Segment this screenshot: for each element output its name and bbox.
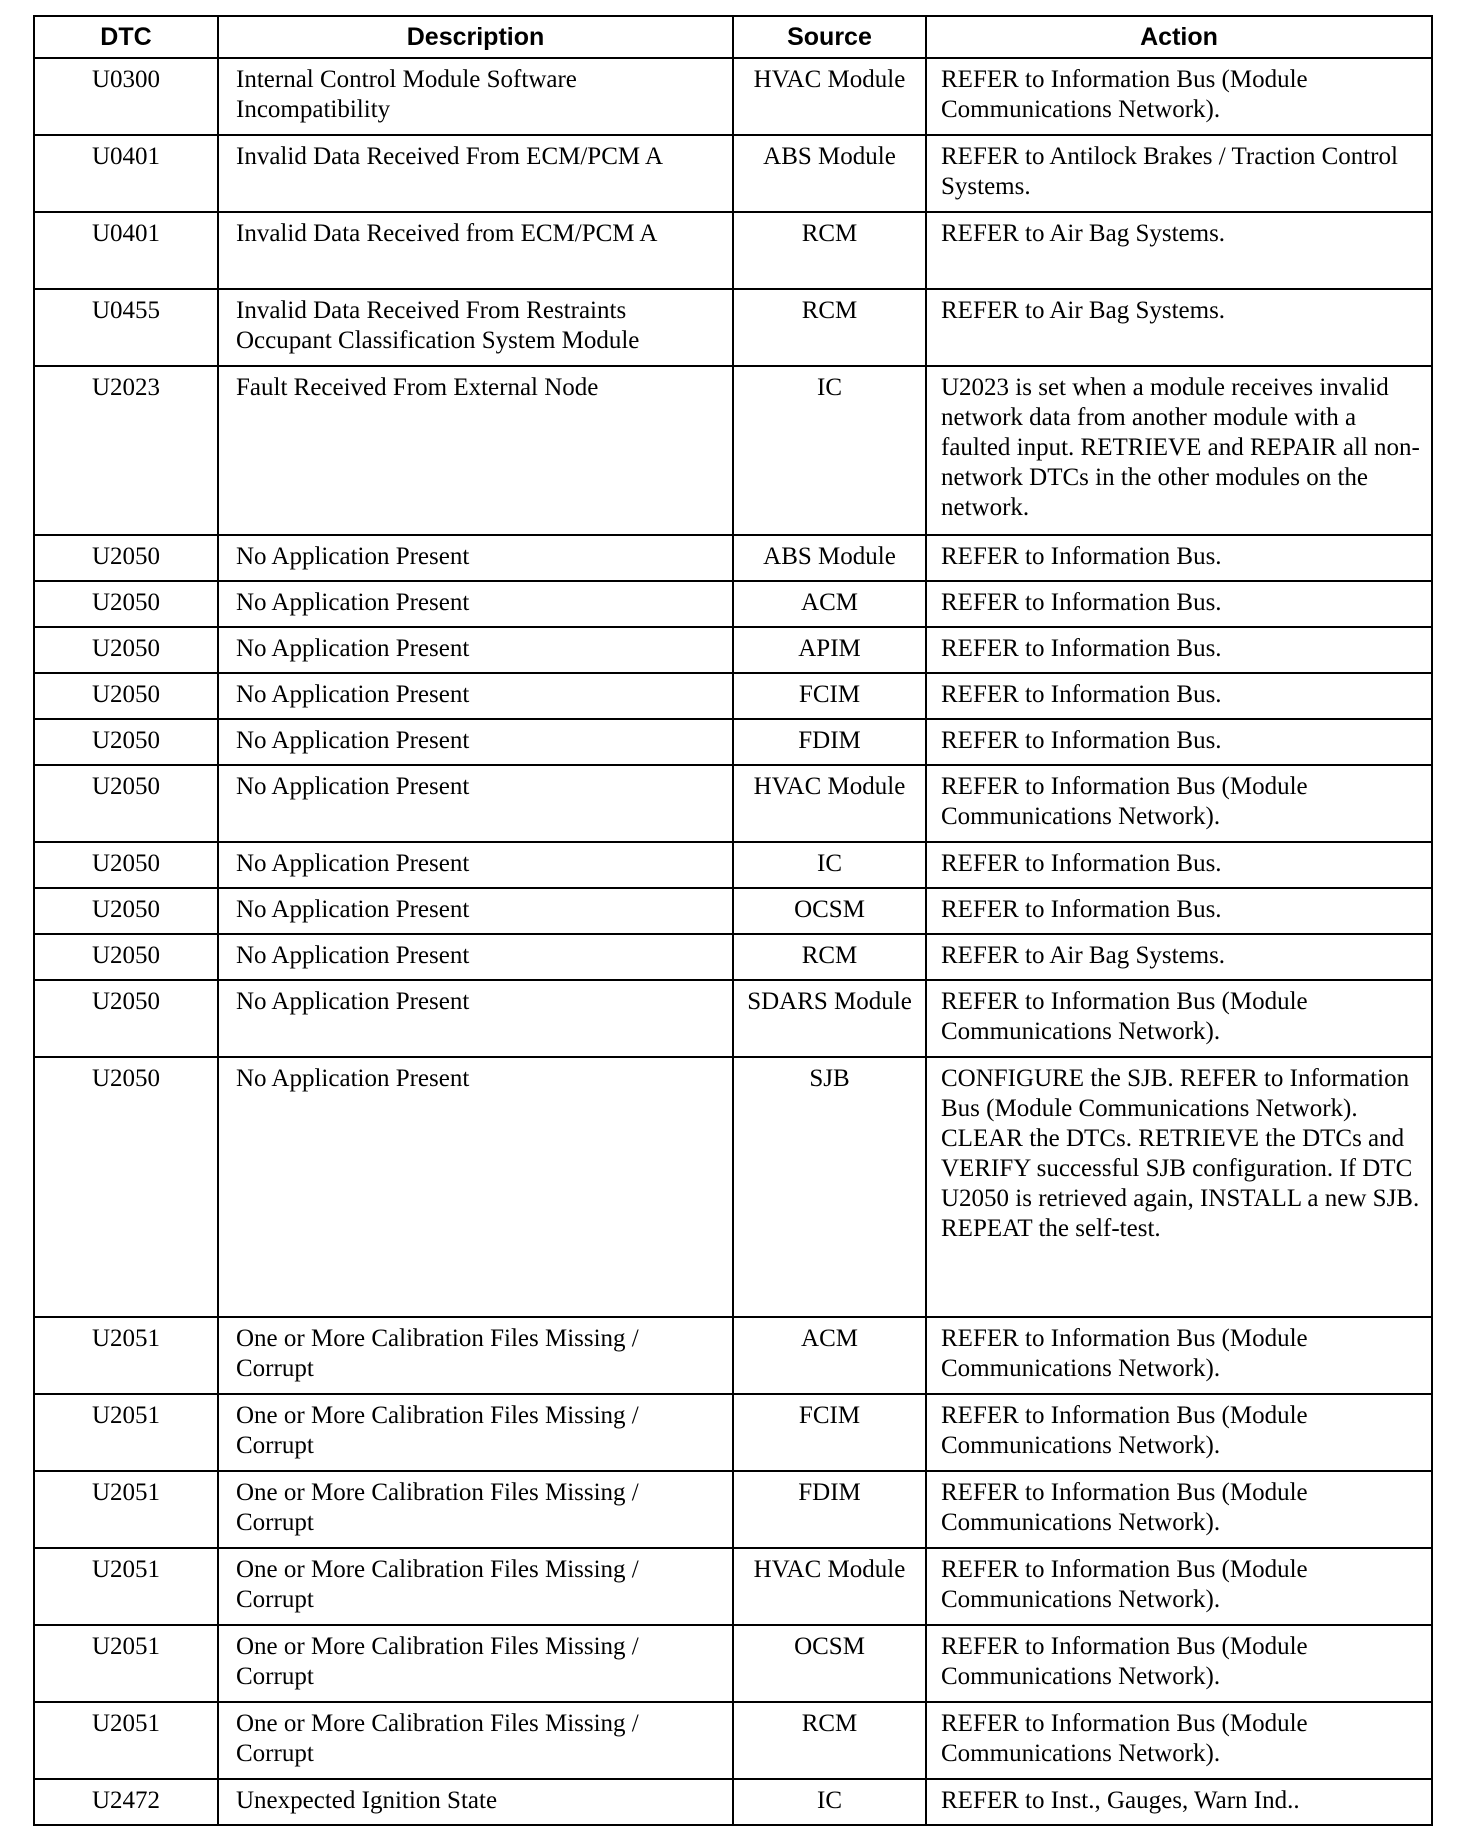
cell-dtc: U2051 [34,1471,218,1548]
cell-action: REFER to Information Bus (Module Communications Network). [926,58,1432,135]
cell-action: REFER to Information Bus (Module Communications Network). [926,765,1432,842]
cell-dtc: U0455 [34,289,218,366]
cell-source: OCSM [733,1625,926,1702]
header-dtc: DTC [34,16,218,58]
header-action: Action [926,16,1432,58]
cell-description: No Application Present [218,535,733,581]
cell-dtc: U2051 [34,1625,218,1702]
cell-action: REFER to Information Bus. [926,888,1432,934]
cell-source: HVAC Module [733,765,926,842]
cell-source: RCM [733,289,926,366]
table-row [34,366,1432,535]
cell-action: REFER to Air Bag Systems. [926,934,1432,980]
cell-source: FCIM [733,673,926,719]
table-row [34,1702,1432,1779]
cell-action: REFER to Information Bus (Module Communications Network). [926,1394,1432,1471]
table-row [34,980,1432,1057]
cell-source: HVAC Module [733,58,926,135]
cell-dtc: U2050 [34,934,218,980]
cell-action: CONFIGURE the SJB. REFER to Information Bus (Module Communications Network). CLEAR the DTCs. RETRIEVE the DTCs and VERIFY successful SJB configuration. If DTC U2050 is retrieved again, INSTALL a new SJB. REPEAT the self-test. [926,1057,1432,1317]
cell-source: SDARS Module [733,980,926,1057]
cell-dtc: U0401 [34,135,218,212]
cell-dtc: U2472 [34,1779,218,1825]
cell-action: REFER to Information Bus. [926,842,1432,888]
header-description: Description [218,16,733,58]
cell-action: REFER to Information Bus. [926,535,1432,581]
cell-source: SJB [733,1057,926,1317]
cell-description: Unexpected Ignition State [218,1779,733,1825]
table-row [34,1317,1432,1394]
cell-action: REFER to Information Bus (Module Communications Network). [926,1548,1432,1625]
table-row [34,1625,1432,1702]
cell-action: REFER to Information Bus (Module Communications Network). [926,1625,1432,1702]
cell-source: ABS Module [733,535,926,581]
cell-action: REFER to Air Bag Systems. [926,289,1432,366]
cell-source: OCSM [733,888,926,934]
table-row [34,719,1432,765]
table-body [34,58,1432,1825]
cell-description: Fault Received From External Node [218,366,733,535]
cell-description: No Application Present [218,842,733,888]
cell-description: One or More Calibration Files Missing / Corrupt [218,1394,733,1471]
cell-action: REFER to Information Bus. [926,673,1432,719]
table-row [34,212,1432,289]
cell-source: IC [733,1779,926,1825]
cell-dtc: U2050 [34,980,218,1057]
cell-action: REFER to Air Bag Systems. [926,212,1432,289]
cell-dtc: U0401 [34,212,218,289]
cell-description: No Application Present [218,627,733,673]
cell-source: RCM [733,212,926,289]
table-row [34,1057,1432,1317]
table-row [34,627,1432,673]
cell-dtc: U2050 [34,842,218,888]
cell-source: IC [733,366,926,535]
cell-source: FDIM [733,719,926,765]
cell-source: HVAC Module [733,1548,926,1625]
cell-action: REFER to Information Bus. [926,581,1432,627]
cell-description: One or More Calibration Files Missing / Corrupt [218,1317,733,1394]
table-row [34,1779,1432,1825]
cell-description: One or More Calibration Files Missing / Corrupt [218,1702,733,1779]
cell-action: REFER to Information Bus (Module Communications Network). [926,1702,1432,1779]
cell-description: No Application Present [218,1057,733,1317]
header-source: Source [733,16,926,58]
cell-dtc: U2050 [34,719,218,765]
cell-action: U2023 is set when a module receives invalid network data from another module with a faulted input. RETRIEVE and REPAIR all non-network DTCs in the other modules on the network. [926,366,1432,535]
table-row [34,289,1432,366]
cell-source: FCIM [733,1394,926,1471]
table-row [34,888,1432,934]
cell-dtc: U2050 [34,627,218,673]
table-row [34,58,1432,135]
cell-dtc: U2050 [34,1057,218,1317]
cell-description: No Application Present [218,934,733,980]
cell-action: REFER to Information Bus (Module Communications Network). [926,1317,1432,1394]
cell-dtc: U2050 [34,535,218,581]
cell-description: One or More Calibration Files Missing / Corrupt [218,1625,733,1702]
cell-dtc: U2050 [34,673,218,719]
cell-dtc: U2051 [34,1548,218,1625]
cell-source: FDIM [733,1471,926,1548]
cell-source: RCM [733,1702,926,1779]
cell-source: APIM [733,627,926,673]
cell-description: Internal Control Module Software Incompatibility [218,58,733,135]
table-row [34,842,1432,888]
cell-dtc: U2050 [34,765,218,842]
cell-dtc: U2023 [34,366,218,535]
cell-description: No Application Present [218,581,733,627]
cell-description: No Application Present [218,719,733,765]
cell-dtc: U2051 [34,1702,218,1779]
cell-description: No Application Present [218,673,733,719]
cell-action: REFER to Information Bus (Module Communications Network). [926,1471,1432,1548]
cell-source: RCM [733,934,926,980]
table-row [34,135,1432,212]
cell-source: IC [733,842,926,888]
table-row [34,1471,1432,1548]
cell-source: ABS Module [733,135,926,212]
table-row [34,1548,1432,1625]
table-header-row [34,16,1432,58]
table-row [34,535,1432,581]
cell-action: REFER to Information Bus. [926,719,1432,765]
cell-dtc: U2051 [34,1394,218,1471]
cell-dtc: U2050 [34,888,218,934]
table-row [34,934,1432,980]
cell-action: REFER to Information Bus. [926,627,1432,673]
cell-source: ACM [733,581,926,627]
cell-action: REFER to Antilock Brakes / Traction Control Systems. [926,135,1432,212]
dtc-table [33,15,1433,1826]
cell-dtc: U2051 [34,1317,218,1394]
cell-dtc: U2050 [34,581,218,627]
cell-dtc: U0300 [34,58,218,135]
table-row [34,1394,1432,1471]
cell-description: Invalid Data Received From ECM/PCM A [218,135,733,212]
cell-description: No Application Present [218,765,733,842]
table-row [34,765,1432,842]
cell-description: Invalid Data Received From Restraints Occupant Classification System Module [218,289,733,366]
cell-description: One or More Calibration Files Missing / Corrupt [218,1548,733,1625]
cell-action: REFER to Information Bus (Module Communications Network). [926,980,1432,1057]
cell-source: ACM [733,1317,926,1394]
cell-description: No Application Present [218,980,733,1057]
cell-description: One or More Calibration Files Missing / Corrupt [218,1471,733,1548]
cell-description: No Application Present [218,888,733,934]
table-row [34,673,1432,719]
cell-action: REFER to Inst., Gauges, Warn Ind.. [926,1779,1432,1825]
cell-description: Invalid Data Received from ECM/PCM A [218,212,733,289]
table-row [34,581,1432,627]
